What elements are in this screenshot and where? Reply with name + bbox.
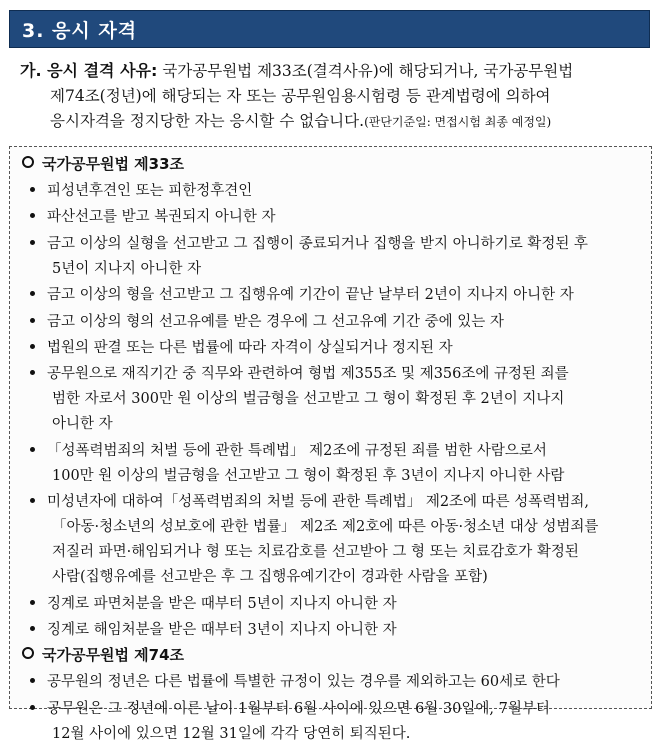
bullet-dot-icon	[30, 291, 35, 296]
list-item-text: 공무원의 정년은 다른 법률에 특별한 규정이 있는 경우를 제외하고는 60세로 한다	[30, 670, 645, 695]
section-title-text: 국가공무원법 제33조	[42, 155, 185, 173]
bullet-dot-icon	[30, 344, 35, 349]
list-item-text: 금고 이상의 실형을 선고받고 그 집행이 종료되거나 집행을 받지 아니하기로 확정된 후	[30, 232, 645, 257]
list-item-text: 징계로 파면처분을 받은 때부터 5년이 지나지 아니한 자	[30, 592, 645, 617]
list-item-text: 범한 자로서 300만 원 이상의 벌금형을 선고받고 그 형이 확정된 후 2년이 지나지	[52, 391, 565, 408]
list-item-text: 미성년자에 대하여「성폭력범죄의 처벌 등에 관한 특례법」 제2조에 따른 성폭력범죄,	[30, 490, 645, 515]
bullet-dot-icon	[30, 678, 35, 683]
list-item-text: 저질러 파면·해임되거나 형 또는 치료감호를 선고받아 그 형 또는 치료감호가 확정된	[52, 544, 579, 561]
list-item-text: 12월 사이에 있으면 12월 31일에 각각 당연히 퇴직된다.	[52, 725, 411, 742]
list-item-text: 사람(집행유예를 선고받은 후 그 집행유예기간이 경과한 사람을 포함)	[52, 569, 488, 586]
list-item-text: 피성년후견인 또는 피한정후견인	[30, 179, 645, 204]
list-item	[30, 439, 645, 489]
intro-label: 가. 응시 결격 사유:	[20, 61, 158, 80]
section-header-title: 3. 응시 자격	[22, 19, 138, 42]
bullet-dot-icon	[30, 498, 35, 503]
section-title	[22, 153, 184, 174]
list-item	[30, 618, 645, 643]
bullet-dot-icon	[30, 187, 35, 192]
bullet-dot-icon	[30, 370, 35, 375]
list-item	[30, 310, 645, 335]
list-item-text: 100만 원 이상의 벌금형을 선고받고 그 형이 확정된 후 3년이 지나지 아니한 사람	[52, 467, 565, 484]
bullet-dot-icon	[30, 705, 35, 710]
bullet-dot-icon	[30, 626, 35, 631]
list-item	[30, 670, 645, 695]
list-item	[30, 205, 645, 230]
intro-paragraph	[20, 58, 650, 135]
intro-note: (판단기준일: 면접시험 최종 예정일)	[364, 115, 552, 129]
bullet-dot-icon	[30, 600, 35, 605]
list-item	[30, 362, 645, 437]
bullet-dot-icon	[30, 213, 35, 218]
list-item	[30, 232, 645, 282]
list-item	[30, 697, 645, 747]
list-item	[30, 336, 645, 361]
intro-line: 응시자격을 정지당한 자는 응시할 수 없습니다.	[50, 112, 365, 130]
list-item-text: 「성폭력범죄의 처벌 등에 관한 특례법」 제2조에 규정된 죄를 범한 사람으로서	[30, 439, 645, 464]
intro-line: 제74조(정년)에 해당되는 자 또는 공무원임용시험령 등 관계법령에 의하여	[50, 87, 551, 105]
list-item-text: 「아동·청소년의 성보호에 관한 법률」 제2조 제2호에 따른 아동·청소년 대상 성범죄를	[52, 519, 599, 536]
list-item-text: 공무원으로 재직기간 중 직무와 관련하여 형법 제355조 및 제356조에 규정된 죄를	[30, 362, 645, 387]
list-item-text: 5년이 지나지 아니한 자	[52, 260, 202, 277]
section-title	[22, 644, 184, 665]
list-item-text: 금고 이상의 형을 선고받고 그 집행유예 기간이 끝난 날부터 2년이 지나지 아니한 자	[30, 283, 645, 308]
circle-bullet-icon	[22, 156, 34, 168]
bullet-dot-icon	[30, 447, 35, 452]
eligibility-box	[9, 146, 652, 742]
list-item-text: 공무원은 그 정년에 이른 날이 1월부터 6월 사이에 있으면 6월 30일에, 7월부터	[30, 697, 645, 722]
intro-line: 국가공무원법 제33조(결격사유)에 해당되거나, 국가공무원법	[157, 62, 574, 80]
list-item	[30, 179, 645, 204]
list-item-text: 아니한 자	[52, 416, 113, 433]
list-item-text: 징계로 해임처분을 받은 때부터 3년이 지나지 아니한 자	[30, 618, 645, 643]
bullet-dot-icon	[30, 240, 35, 245]
list-item-text: 파산선고를 받고 복권되지 아니한 자	[30, 205, 645, 230]
list-item-text: 법원의 판결 또는 다른 법률에 따라 자격이 상실되거나 정지된 자	[30, 336, 645, 361]
circle-bullet-icon	[22, 647, 34, 659]
list-item	[30, 592, 645, 617]
section-title-text: 국가공무원법 제74조	[42, 646, 185, 665]
list-item	[30, 283, 645, 308]
list-item	[30, 490, 645, 590]
list-item-text: 금고 이상의 형의 선고유예를 받은 경우에 그 선고유예 기간 중에 있는 자	[30, 310, 645, 335]
bullet-dot-icon	[30, 318, 35, 323]
section-header-bar	[9, 10, 650, 48]
